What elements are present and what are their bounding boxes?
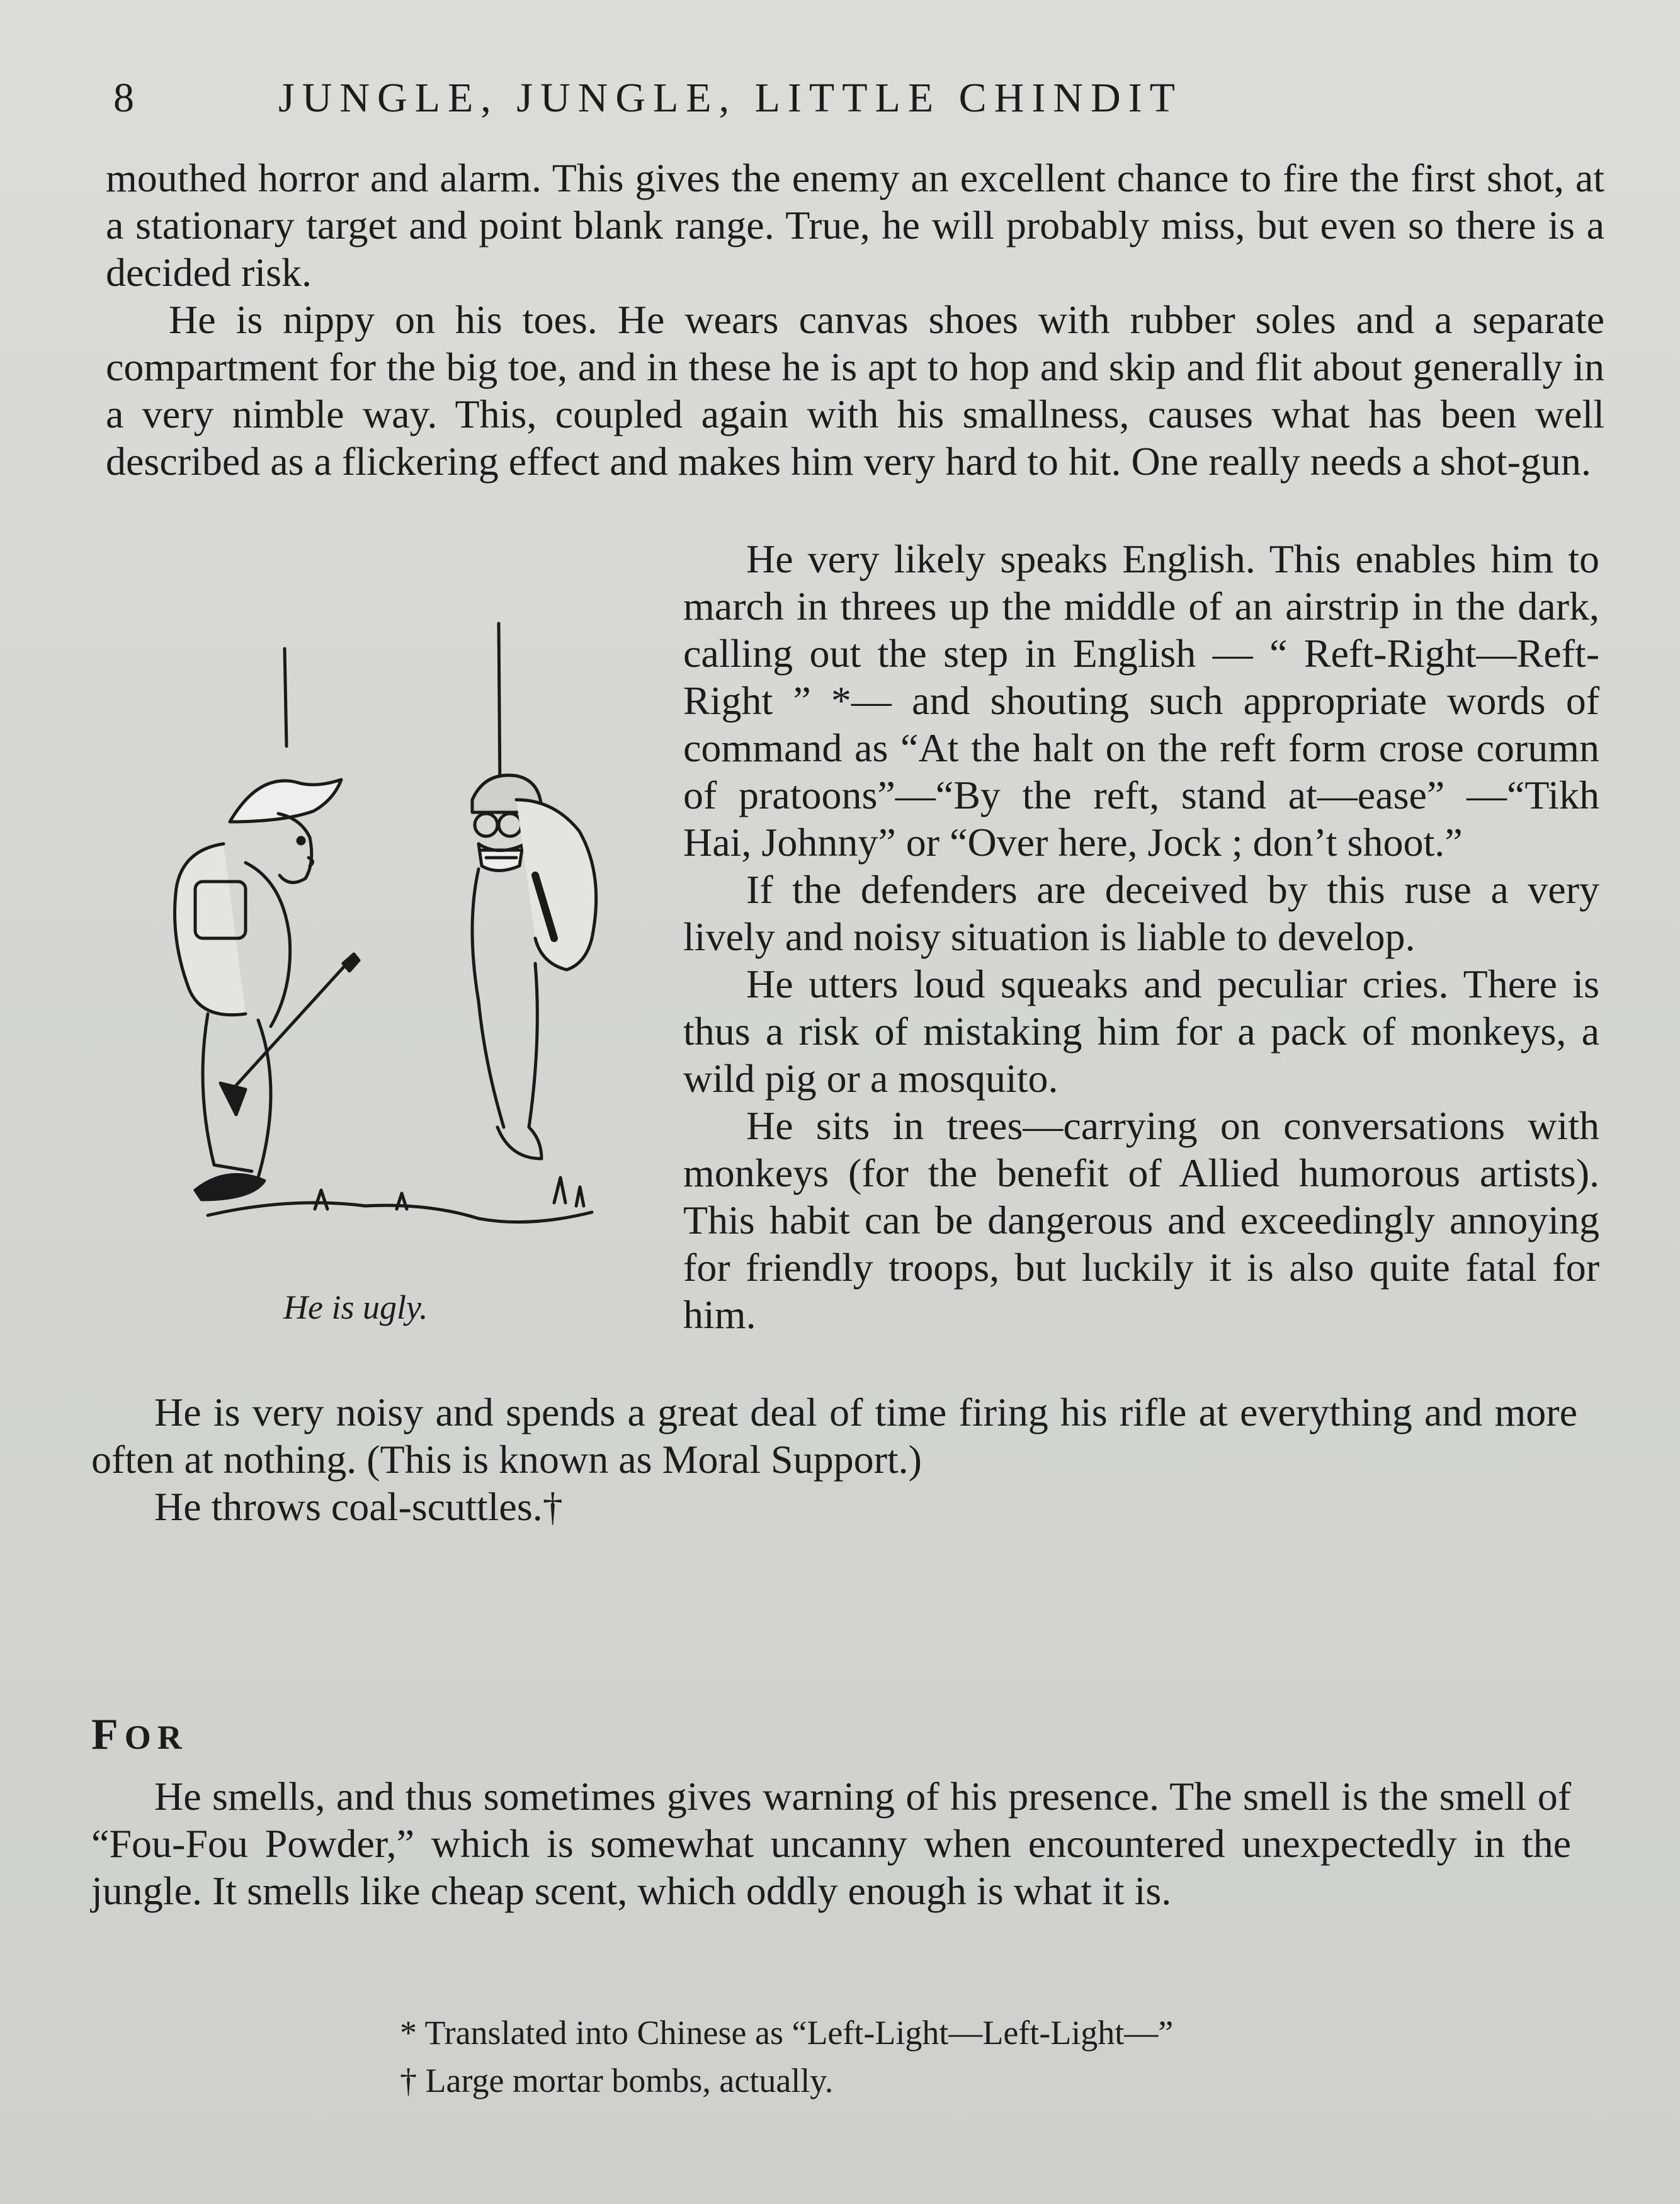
footnote: † Large mortar bombs, actually. bbox=[400, 2062, 834, 2099]
paragraph: He utters loud squeaks and peculiar cries. There is thus a risk of mistaking him for a pack of monkeys, a wild pig or a mosquito. bbox=[683, 962, 1599, 1101]
paragraph: He is nippy on his toes. He wears canvas shoes with rubber soles and a separate compartment for the big toe, and in these he is apt to hop and skip and flit about generally in a very nimble way. This, coupled again with his smallness, causes what has been well described as a flickering effect and makes him very hard to hit. One really needs a shot-gun. bbox=[106, 297, 1604, 484]
text-block-bottom bbox=[91, 1389, 1577, 1530]
paragraph: He very likely speaks English. This enables him to march in threes up the middle of an airstrip in the dark, calling out the step in English — “ Reft-Right—Reft-Right ” *— and shouting such appropriate words of command as “At the halt on the reft form crose corumn of pratoons”—“By the reft, stand at—ease” —“Tikh Hai, Johnny” or “Over here, Jock ; don’t shoot.” bbox=[683, 537, 1599, 865]
paragraph: He smells, and thus sometimes gives warning of his presence. The smell is the smell of “Fou-Fou Powder,” which is somewhat uncanny when encountered unexpectedly in the jungle. It smells like cheap scent, which oddly enough is what it is. bbox=[91, 1774, 1571, 1913]
paragraph: He is very noisy and spends a great deal of time firing his rifle at everything and more often at nothing. (This is known as Moral Support.) bbox=[91, 1390, 1577, 1482]
section-heading-rest: OR bbox=[124, 1718, 188, 1756]
section-heading-initial: F bbox=[91, 1710, 125, 1759]
text-block-right-column bbox=[683, 535, 1599, 1338]
paragraph: He sits in trees—carrying on conversations with monkeys (for the benefit of Allied humorous artists). This habit can be dangerous and exceedingly annoying for friendly troops, but luckily it is also quite fatal for him. bbox=[683, 1103, 1599, 1337]
footnotes bbox=[400, 2009, 1173, 2105]
section-heading bbox=[91, 1710, 188, 1760]
running-title: JUNGLE, JUNGLE, LITTLE CHINDIT bbox=[278, 75, 1183, 121]
paragraph: If the defenders are deceived by this ruse a very lively and noisy situation is liable to develop. bbox=[683, 867, 1599, 959]
footnote: * Translated into Chinese as “Left-Light—Left-Light—” bbox=[400, 2014, 1174, 2052]
cartoon-illustration bbox=[101, 611, 655, 1266]
page-number: 8 bbox=[113, 75, 142, 121]
illustration-caption: He is ugly. bbox=[283, 1288, 428, 1326]
text-block-top bbox=[106, 154, 1604, 485]
text-block-section bbox=[91, 1773, 1571, 1914]
paragraph: He throws coal-scuttles.† bbox=[154, 1484, 563, 1529]
paragraph: mouthed horror and alarm. This gives the enemy an excellent chance to fire the first shot, at a stationary target and point blank range. True, he will probably miss, but even so there is a decided risk. bbox=[106, 156, 1604, 295]
